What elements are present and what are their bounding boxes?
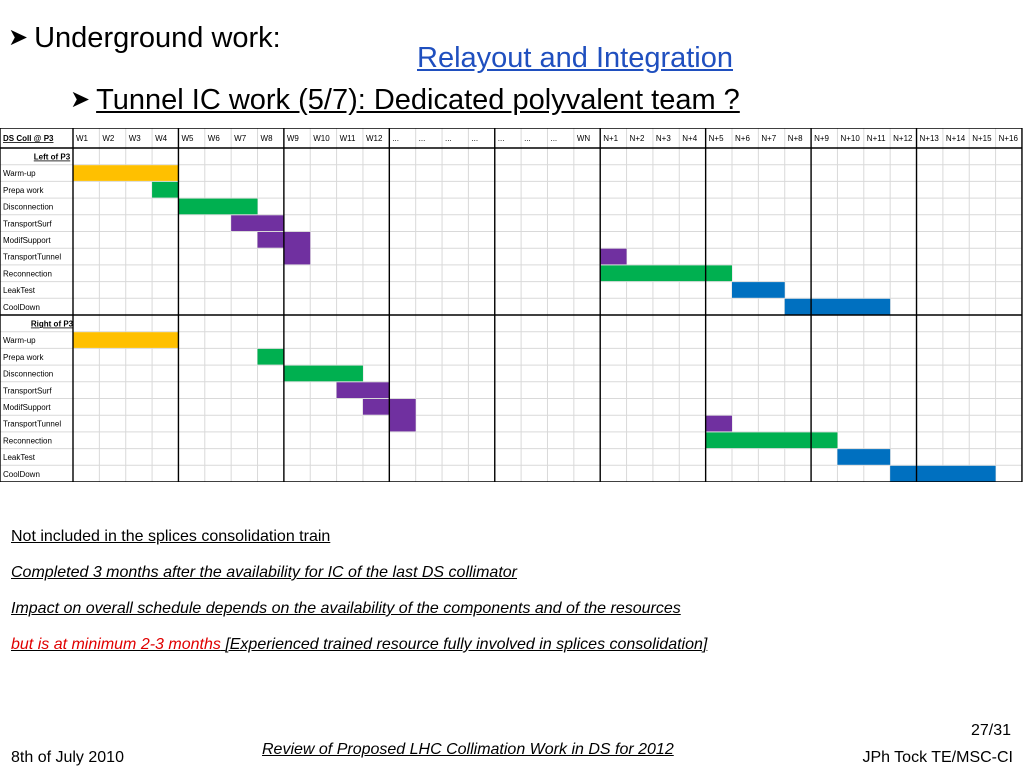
gantt-column-header: N+11	[866, 134, 886, 143]
gantt-column-header: ...	[471, 134, 479, 143]
gantt-bar	[706, 432, 838, 448]
subheading-text: Tunnel IC work (5/7): Dedicated polyvalent team ?	[96, 84, 740, 116]
gantt-column-header: WN	[576, 134, 591, 143]
gantt-task-label: CoolDown	[3, 302, 40, 312]
gantt-column-header: W7	[234, 134, 247, 143]
gantt-section-label: Right of P3	[30, 319, 74, 329]
gantt-column-header: W11	[339, 134, 356, 143]
slide-heading	[8, 22, 281, 55]
gantt-task-label: Reconnection	[3, 269, 52, 279]
footer-date: 8th of July 2010	[11, 749, 124, 766]
gantt-column-header: N+16	[998, 134, 1018, 143]
gantt-task-label: ModifSupport	[3, 236, 51, 245]
gantt-task-label: TransportTunnel	[3, 252, 62, 262]
gantt-column-header: N+2	[629, 134, 645, 143]
page-number: 27/31	[970, 722, 1011, 739]
gantt-task-label: Warm-up	[3, 169, 36, 179]
gantt-task-label: Prepa work	[3, 185, 44, 195]
gantt-bar	[284, 366, 363, 382]
gantt-column-header: ...	[524, 134, 531, 143]
gantt-bar	[890, 466, 995, 482]
gantt-task-label: Disconnection	[3, 202, 54, 212]
note-completed: Completed 3 months after the availability for IC of the last DS collimator	[11, 564, 517, 581]
gantt-bar	[258, 349, 284, 365]
gantt-task-label: Prepa work	[3, 352, 44, 362]
gantt-bar	[73, 332, 178, 348]
arrow-bullet-icon: ➤	[8, 24, 29, 51]
footer-author: JPh Tock TE/MSC-CI	[862, 749, 1013, 766]
gantt-task-label: CoolDown	[3, 469, 40, 479]
gantt-task-label: ModifSupport	[3, 403, 51, 412]
gantt-bar	[152, 182, 178, 198]
slide-subheading	[70, 84, 740, 117]
gantt-task-label: TransportSurf	[3, 386, 52, 396]
gantt-column-header: N+15	[972, 134, 992, 143]
gantt-task-label: Warm-up	[3, 336, 36, 346]
gantt-column-header: N+7	[761, 134, 777, 143]
gantt-column-header: N+4	[682, 134, 698, 143]
gantt-bar	[73, 165, 178, 181]
gantt-column-header: N+12	[893, 134, 913, 143]
gantt-column-header: N+8	[787, 134, 803, 143]
gantt-column-header: N+1	[603, 134, 619, 143]
gantt-column-header: W12	[365, 134, 383, 143]
gantt-bar	[600, 249, 626, 265]
gantt-task-label: TransportSurf	[3, 219, 52, 229]
gantt-column-header: W10	[313, 134, 330, 143]
note-minimum-rest: [Experienced trained resource fully involved in splices consolidation]	[225, 636, 708, 653]
gantt-task-label: TransportTunnel	[3, 419, 62, 429]
gantt-column-header: ...	[392, 134, 399, 143]
gantt-column-header: ...	[445, 134, 452, 143]
gantt-column-header: W8	[260, 134, 273, 143]
gantt-bar	[363, 399, 389, 415]
note-minimum-red: but is at minimum 2-3 months	[11, 636, 221, 653]
gantt-column-header: W4	[155, 134, 168, 143]
gantt-bar	[706, 416, 732, 432]
gantt-section-label: Left of P3	[33, 152, 71, 162]
note-minimum	[11, 636, 707, 654]
gantt-svg	[0, 128, 1024, 482]
note-not-included: Not included in the splices consolidation train	[11, 528, 331, 545]
gantt-bar	[337, 382, 390, 398]
gantt-column-header: W6	[207, 134, 220, 143]
gantt-column-header: W5	[181, 134, 194, 143]
gantt-bar	[284, 232, 310, 264]
gantt-bar	[785, 299, 890, 315]
gantt-column-header: N+9	[814, 134, 829, 143]
gantt-task-label: Disconnection	[3, 369, 54, 379]
gantt-bar	[258, 232, 284, 248]
footer-title: Review of Proposed LHC Collimation Work in DS for 2012	[262, 741, 674, 758]
gantt-column-header: N+13	[919, 134, 939, 143]
gantt-corner-label: DS Coll @ P3	[3, 134, 54, 143]
gantt-column-header: N+5	[708, 134, 724, 143]
gantt-chart	[0, 128, 1024, 482]
gantt-bar	[837, 449, 890, 465]
note-impact: Impact on overall schedule depends on the availability of the components and of the resources	[11, 600, 681, 617]
gantt-column-header: ...	[550, 134, 558, 143]
gantt-column-header: W9	[286, 134, 299, 143]
gantt-column-header: W2	[102, 134, 115, 143]
gantt-column-header: N+10	[840, 134, 860, 143]
gantt-bar	[389, 399, 415, 431]
gantt-column-header: N+14	[945, 134, 966, 143]
gantt-task-label: LeakTest	[3, 286, 36, 296]
gantt-bar	[600, 265, 732, 281]
relayout-link[interactable]: Relayout and Integration	[417, 42, 733, 74]
gantt-bar	[178, 199, 257, 215]
gantt-column-header: N+3	[655, 134, 671, 143]
gantt-bar	[732, 282, 785, 298]
heading-text: Underground work:	[34, 22, 281, 54]
gantt-column-header: W1	[76, 134, 88, 143]
gantt-column-header: ...	[497, 134, 505, 143]
gantt-task-label: LeakTest	[3, 453, 36, 463]
gantt-column-header: W3	[128, 134, 141, 143]
gantt-column-header: ...	[418, 134, 426, 143]
gantt-task-label: Reconnection	[3, 436, 52, 446]
gantt-bar	[231, 215, 284, 231]
arrow-bullet-icon: ➤	[70, 86, 91, 113]
gantt-column-header: N+6	[735, 134, 750, 143]
